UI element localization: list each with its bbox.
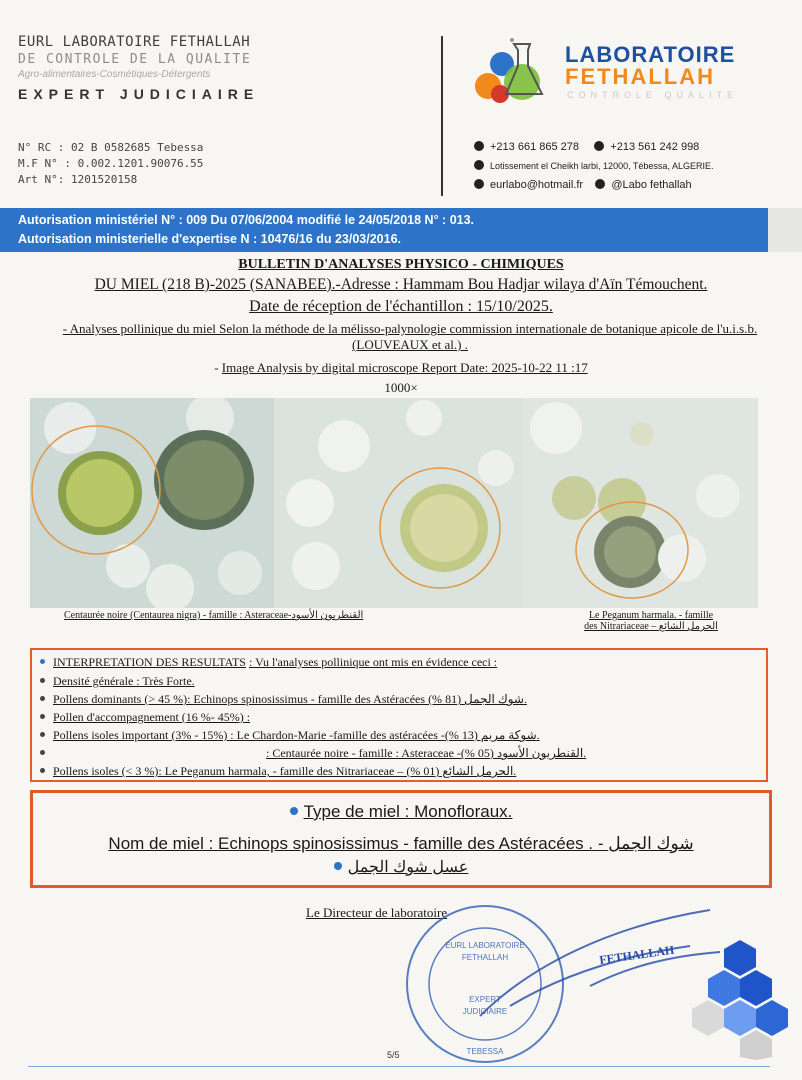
signature-text: FETHALLAH <box>598 942 676 967</box>
result-line <box>40 710 250 725</box>
phone-2: +213 561 242 998 <box>610 141 700 153</box>
logo-text-controle: CONTROLE QUALITE <box>567 90 739 100</box>
result-density: Densité générale : Très Forte. <box>53 674 195 688</box>
page-number: 5/5 <box>387 1050 400 1060</box>
footer-rule <box>28 1066 770 1067</box>
image-analysis-line: - Image Analysis by digital microscope Report Date: 2025-10-22 11 :17 <box>214 360 588 375</box>
director-label: Le Directeur de laboratoire <box>306 905 448 920</box>
result-line <box>40 764 516 779</box>
method-description: - Analyses pollinique du miel Selon la méthode de la mélisso-palynologie commission internationale de botanique apicole de l'u.i.s.b. (LOUVEAUX et al.) . <box>62 321 758 352</box>
bullet-icon <box>334 862 342 870</box>
header-divider <box>441 36 443 196</box>
phone-icon <box>474 141 484 151</box>
authorization-band <box>0 208 768 252</box>
company-name: EURL LABORATOIRE FETHALLAH <box>18 34 251 50</box>
caption-centaurea: Centaurée noire (Centaurea nigra) - famille : Asteraceae-القنطريون الأسود <box>64 610 364 621</box>
stamp-line-4: JUDICIAIRE <box>462 1007 508 1016</box>
result-line <box>266 746 586 761</box>
authorization-line-1: Autorisation ministériel N° : 009 Du 07/06/2004 modifié le 24/05/2018 N° : 013. <box>18 213 475 227</box>
location-icon <box>474 160 484 170</box>
logo-text-laboratoire: LABORATOIRE <box>565 42 736 67</box>
registration-ids <box>18 140 203 188</box>
stamp-line-1: EURL LABORATOIRE <box>445 941 525 950</box>
micrograph-centaurea <box>30 398 274 608</box>
whatsapp-icon <box>594 141 604 151</box>
company-block <box>18 34 428 102</box>
mf-number: M.F N° : 0.002.1201.90076.55 <box>18 157 204 170</box>
bullet-icon <box>40 714 45 719</box>
bullet-icon <box>290 807 298 815</box>
bullet-icon <box>40 750 45 755</box>
facebook-icon <box>595 179 605 189</box>
interpretation-box <box>30 648 768 782</box>
interpretation-heading-line <box>40 655 497 670</box>
honey-name: Nom de miel : Echinops spinosissimus - famille des Astéracées . - شوك الجمل <box>108 834 694 853</box>
honey-arabic: عسل شوك الجمل <box>347 859 469 876</box>
caption-peganum-line1: Le Peganum harmala. - famille <box>588 610 714 621</box>
bullet-icon <box>40 678 45 683</box>
result-dominant: Pollens dominants (> 45 %): Echinops spinosissimus - famille des Astéracées شوك الجمل (81 %). <box>53 692 527 706</box>
authorization-line-2: Autorisation ministerielle d'expertise N : 10476/16 du 23/03/2016. <box>18 232 402 246</box>
reception-date: Date de réception de l'échantillon : 15/10/2025. <box>249 298 553 315</box>
stamp-line-3: EXPERT <box>469 995 501 1004</box>
bullet-icon <box>40 732 45 737</box>
caption-peganum-line2: des Nitrariaceae – الحرمل الشائع <box>584 621 718 632</box>
honey-type: Type de miel : Monofloraux. <box>303 802 513 821</box>
stamp-line-5: TEBESSA <box>466 1047 504 1056</box>
facebook: @Labo fethallah <box>611 179 692 191</box>
contact-block <box>474 138 794 195</box>
logo-text-fethallah: FETHALLAH <box>565 64 715 89</box>
result-line <box>40 674 195 689</box>
stamp-line-2: FETHALLAH <box>461 953 509 962</box>
honey-type-line <box>33 802 769 822</box>
rc-number: N° RC : 02 B 0582685 Tebessa <box>18 141 204 154</box>
result-accompaniment: Pollen d'accompagnement (16 %- 45%) : <box>53 710 251 724</box>
method-text: Analyses pollinique du miel Selon la méthode de la mélisso-palynologie commission internationale de botanique apicole de l'u.i.s.b. (LOUVEAUX et al.) . <box>69 321 758 352</box>
email-icon <box>474 179 484 189</box>
flask-logo-icon <box>470 36 560 112</box>
phone-1: +213 661 865 278 <box>490 141 580 153</box>
result-isolated: Pollens isoles (< 3 %): Le Peganum harmala, - famille des Nitrariaceae – الحرمل الشائع (01 %). <box>53 764 517 778</box>
email: eurlabo@hotmail.fr <box>490 179 584 191</box>
interpretation-heading-rest: : Vu l'analyses pollinique ont mis en évidence ceci : <box>248 655 498 669</box>
band-edge <box>768 208 802 252</box>
result-centaurea: : Centaurée noire - famille : Asteraceae -القنطريون الأسود (05 %). <box>266 746 587 760</box>
magnification: 1000× <box>384 380 418 395</box>
phones <box>474 138 794 157</box>
bullet-icon <box>40 768 45 773</box>
art-number: Art N°: 1201520158 <box>18 173 138 186</box>
image-analysis-text: Image Analysis by digital microscope Report Date: 2025-10-22 11 :17 <box>221 360 588 375</box>
bulletin-title: BULLETIN D'ANALYSES PHYSICO - CHIMIQUES <box>238 257 564 272</box>
result-line-bullet <box>40 746 53 761</box>
result-isolated-important: Pollens isoles important (3% - 15%) : Le Chardon-Marie -famille des astéracées -شوكة مريم (13 %). <box>53 728 540 742</box>
result-line <box>40 728 540 743</box>
bullet-icon <box>40 696 45 701</box>
interpretation-heading: INTERPRETATION DES RESULTATS <box>53 655 246 669</box>
honey-arabic-line <box>33 857 769 877</box>
caption-peganum <box>560 610 742 632</box>
result-line <box>40 692 527 707</box>
micrograph-echinops <box>274 398 522 608</box>
sample-description: DU MIEL (218 B)-2025 (SANABEE).-Adresse : Hammam Bou Hadjar wilaya d'Aïn Témouchent. <box>94 276 708 293</box>
hexagon-decoration-icon <box>690 930 794 1060</box>
company-activities: Agro-alimentaires-Cosmétiques-Détergents <box>18 69 211 80</box>
micrograph-peganum <box>522 398 758 608</box>
address: Lotissement el Cheikh larbi, 12000, Tébessa, ALGERIE. <box>490 161 714 171</box>
company-expert: EXPERT JUDICIAIRE <box>18 86 260 102</box>
bullet-icon <box>40 659 45 664</box>
company-subtitle: DE CONTROLE DE LA QUALITE <box>18 52 252 67</box>
honey-type-box <box>30 790 772 888</box>
